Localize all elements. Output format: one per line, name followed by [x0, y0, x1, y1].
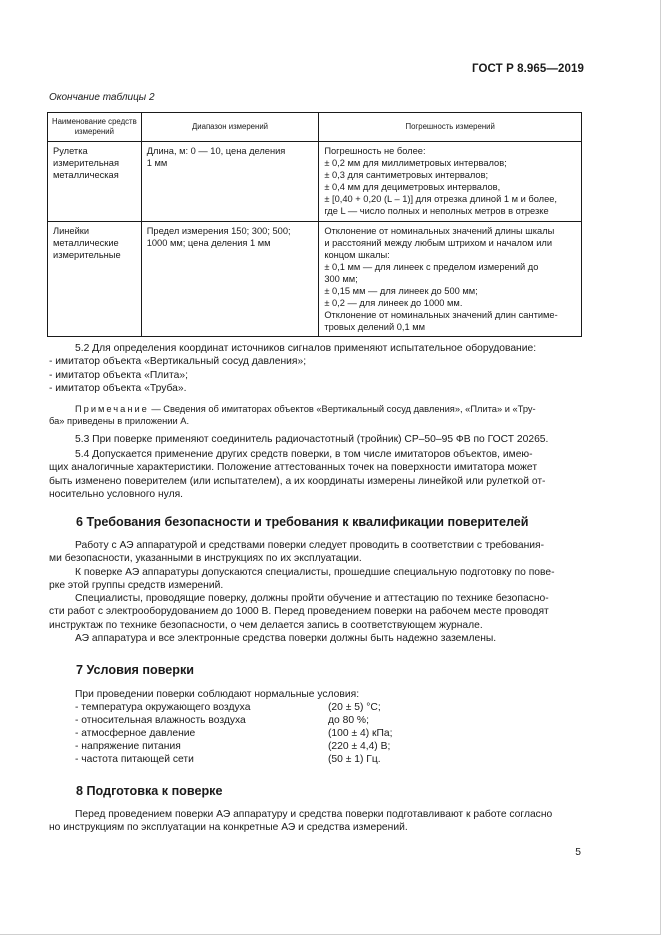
list-item: - имитатор объекта «Труба».	[49, 382, 187, 394]
note-text: — Сведения об имитаторах объектов «Вертикальный сосуд давления», «Плита» и «Тру-	[148, 404, 536, 414]
text-line: носительно условного нуля.	[49, 488, 184, 500]
cell-text: Рулетка	[53, 146, 88, 156]
text-line: 5.3 При поверке применяют соединитель радиочастотный (тройник) СР–50–95 ФВ по ГОСТ 20265.	[75, 434, 549, 445]
cell-text: ± 0,2 мм для миллиметровых интервалов;	[324, 158, 507, 169]
table-row	[48, 221, 582, 337]
note	[49, 403, 583, 427]
condition-value: до 80 %;	[328, 715, 369, 726]
condition-label: - напряжение питания	[75, 741, 181, 752]
table-cell-error	[319, 142, 582, 222]
cell-text: 300 мм;	[324, 273, 358, 284]
cell-text: ± 0,4 мм для дециметровых интервалов,	[324, 182, 501, 193]
cell-text: Предел измерения 150; 300; 500;	[146, 225, 291, 236]
text-line: При проведении поверки соблюдают нормальные условия:	[75, 689, 360, 700]
table-header-cell: Наименование средств измерений	[48, 113, 142, 142]
paragraph-5-4	[49, 448, 583, 501]
cell-text: концом шкалы:	[324, 249, 390, 260]
cell-text: ± 0,2 — для линеек до 1000 мм.	[324, 298, 463, 309]
condition-label: - относительная влажность воздуха	[75, 715, 246, 726]
section-7-intro	[49, 688, 583, 701]
cell-text: 1 мм	[146, 158, 168, 169]
document-code: ГОСТ Р 8.965—2019	[472, 63, 584, 75]
cell-text: где L — число полных и неполных метров в отрезке	[324, 206, 549, 217]
table-header-row	[48, 113, 582, 142]
text-line: Специалисты, проводящие поверку, должны пройти обучение и аттестацию по технике безопасно-	[75, 593, 549, 605]
text-line: Перед проведением поверки АЭ аппаратуру и средства поверки подготавливают к работе согласно	[75, 809, 553, 820]
cell-text: Линейки	[53, 225, 90, 236]
condition-label: - атмосферное давление	[75, 728, 196, 739]
cell-text: Отклонение от номинальных значений длин сантиме-	[324, 310, 558, 321]
cell-text: тровых делений 0,1 мм	[324, 322, 426, 333]
text-line: ми безопасности, указанными в инструкциях по их эксплуатации.	[49, 553, 362, 565]
list-item: - имитатор объекта «Плита»;	[49, 369, 188, 381]
note-line: ба» приведены в приложении А.	[49, 416, 190, 427]
table-header-cell: Диапазон измерений	[141, 113, 319, 142]
cell-text: 1000 мм; цена деления 1 мм	[146, 237, 271, 248]
cell-text: и расстояний между любым штрихом и началом или	[324, 237, 553, 248]
paragraph-5-2	[49, 342, 583, 395]
cell-text: Погрешность не более:	[324, 146, 426, 156]
table-cell-range	[141, 142, 319, 222]
note-label: Примечание	[75, 404, 149, 414]
text-line: АЭ аппаратура и все электронные средства поверки должны быть надежно заземлены.	[75, 633, 497, 645]
table-header-cell: Погрешность измерений	[319, 113, 582, 142]
cell-text: измерительные	[53, 249, 121, 260]
cell-text: ± 0,1 мм — для линеек с пределом измерений до	[324, 261, 539, 272]
note-line	[49, 403, 583, 415]
list-item: - имитатор объекта «Вертикальный сосуд давления»;	[49, 356, 307, 368]
measurement-table	[47, 112, 582, 337]
condition-value: (50 ± 1) Гц.	[328, 754, 381, 765]
paragraph-5-3	[49, 433, 583, 446]
section-6-heading: 6 Требования безопасности и требования к квалификации поверителей	[76, 515, 529, 529]
cell-text: ± 0,15 мм — для линеек до 500 мм;	[324, 286, 478, 297]
cell-text: металлические	[53, 237, 119, 248]
text-line: но инструкциям по эксплуатации на конкретные АЭ и средства измерений.	[49, 822, 408, 834]
section-8-paragraph	[49, 808, 583, 835]
table-cell-name	[48, 221, 142, 337]
text-line: щих аналогичные характеристики. Положение аттестованных точек на поверхности имитатора может	[49, 462, 538, 474]
text-line: рке этой группы средств измерений.	[49, 579, 224, 591]
table-row	[48, 142, 582, 222]
condition-value: (20 ± 5) °С;	[328, 702, 381, 713]
text-line: быть изменено поверителем (или испытателем), а их координаты измерены линейкой или рулеткой от-	[49, 475, 546, 487]
cell-text: измерительная	[53, 158, 120, 169]
section-6-paragraph	[49, 539, 583, 645]
condition-value: (100 ± 4) кПа;	[328, 728, 393, 739]
cell-text: Отклонение от номинальных значений длины шкалы	[324, 225, 555, 236]
cell-text: ± 0,3 для сантиметровых интервалов;	[324, 170, 489, 181]
condition-label: - температура окружающего воздуха	[75, 702, 251, 713]
cell-text: Длина, м: 0 — 10, цена деления	[146, 146, 286, 156]
table-caption: Окончание таблицы 2	[49, 92, 155, 103]
cell-text: ± [0,40 + 0,20 (L – 1)] для отрезка длиной 1 м и более,	[324, 194, 558, 205]
text-line: Работу с АЭ аппаратурой и средствами поверки следует проводить в соответствии с требования-	[75, 540, 545, 551]
table-cell-name	[48, 142, 142, 222]
text-line: сти работ с электрооборудованием до 1000 В. Перед проведением поверки на рабочем месте проводят	[49, 606, 549, 618]
text-line: инструктаж по технике безопасности, о чем делается запись в соответствующем журнале.	[49, 619, 483, 631]
text-line: 5.2 Для определения координат источников сигналов применяют испытательное оборудование:	[75, 343, 537, 354]
table-cell-range	[141, 221, 319, 337]
table-cell-error	[319, 221, 582, 337]
cell-text: металлическая	[53, 170, 119, 181]
condition-label: - частота питающей сети	[75, 754, 194, 765]
text-line: К поверке АЭ аппаратуры допускаются специалисты, прошедшие специальную подготовку по пове-	[75, 566, 555, 578]
page-number: 5	[575, 847, 581, 858]
section-7-heading: 7 Условия поверки	[76, 663, 195, 677]
text-line: 5.4 Допускается применение других средств поверки, в том числе имитаторов объектов, имею-	[75, 449, 533, 460]
section-8-heading: 8 Подготовка к поверке	[76, 784, 223, 798]
condition-value: (220 ± 4,4) В;	[328, 741, 391, 752]
